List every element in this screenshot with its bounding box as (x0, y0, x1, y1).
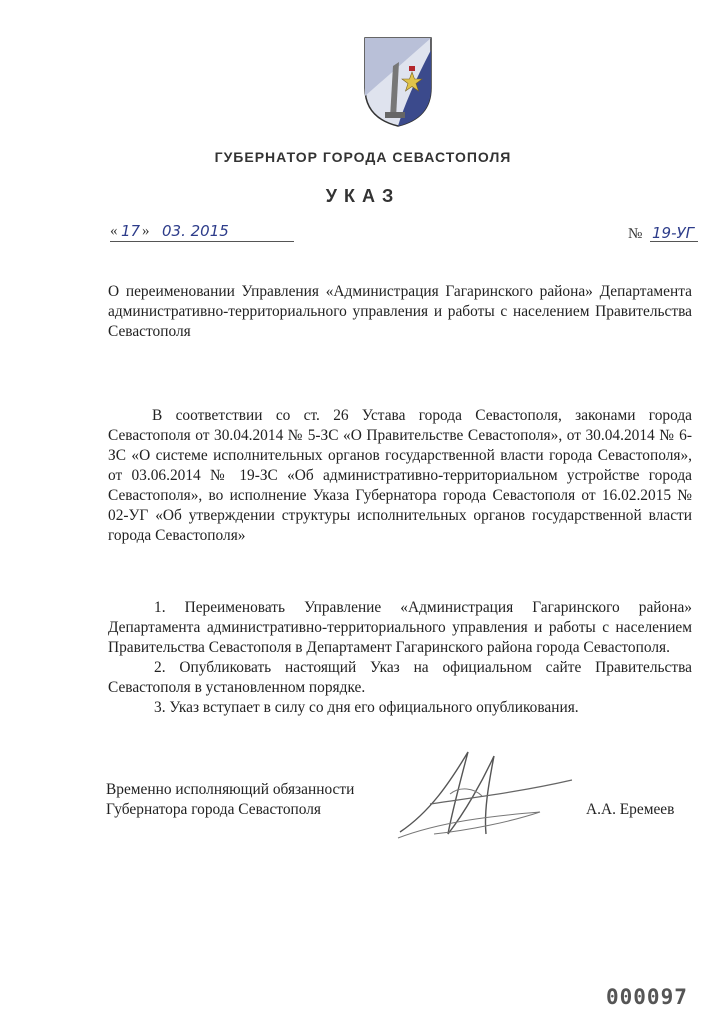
decree-item: 1. Переименовать Управление «Администрация Гагаринского района» Департамента административно-территориального управления и работы с населением Правительства Севастополя в Департамент Гагаринского района города Севастополя. (108, 599, 692, 656)
date-close-quote: » (142, 223, 150, 239)
serial-number: 000097 (606, 985, 688, 1009)
decree-item: 2. Опубликовать настоящий Указ на официальном сайте Правительства Севастополя в установленном порядке. (108, 659, 692, 696)
document-preamble: В соответствии со ст. 26 Устава города Севастополя, законами города Севастополя от 30.04.2014 № 5-ЗС «О Правительстве Севастополя», от 30.04.2014 № 6-ЗС «О системе исполнительных органов государственной власти города Севастополя», от 03.06.2014 № 19-ЗС «Об административно-территориальном устройстве города Севастополя», во исполнение Указа Губернатора города Севастополя от 16.02.2015 № 02-УГ «Об утверждении структуры исполнительных органов государственной власти города Севастополя» (108, 407, 692, 544)
signatory-name: А.А. Еремеев (586, 801, 675, 818)
decree-items (108, 598, 692, 718)
date-month-year: 03. 2015 (162, 222, 229, 240)
document-type: УКАЗ (325, 186, 401, 206)
document-date (110, 224, 294, 242)
signatory-title-line1: Временно исполняющий обязанности (106, 781, 355, 798)
document-subject: О переименовании Управления «Администрация Гагаринского района» Департамента административно-территориального управления и работы с населением Правительства Севастополя (108, 283, 692, 340)
handwritten-signature (390, 742, 580, 846)
date-open-quote: « (110, 223, 118, 239)
sevastopol-coat-of-arms (363, 36, 433, 128)
issuing-authority: ГУБЕРНАТОР ГОРОДА СЕВАСТОПОЛЯ (214, 149, 512, 165)
number-prefix: № (628, 226, 643, 242)
decree-item: 3. Указ вступает в силу со дня его официального опубликования. (154, 699, 579, 716)
signatory-title-line2: Губернатора города Севастополя (106, 801, 322, 818)
date-day: 17 (121, 222, 141, 240)
number-value-wrap (650, 224, 698, 242)
signatory-title (106, 780, 354, 820)
number-value: 19-УГ (652, 224, 694, 242)
document-number (628, 226, 700, 243)
